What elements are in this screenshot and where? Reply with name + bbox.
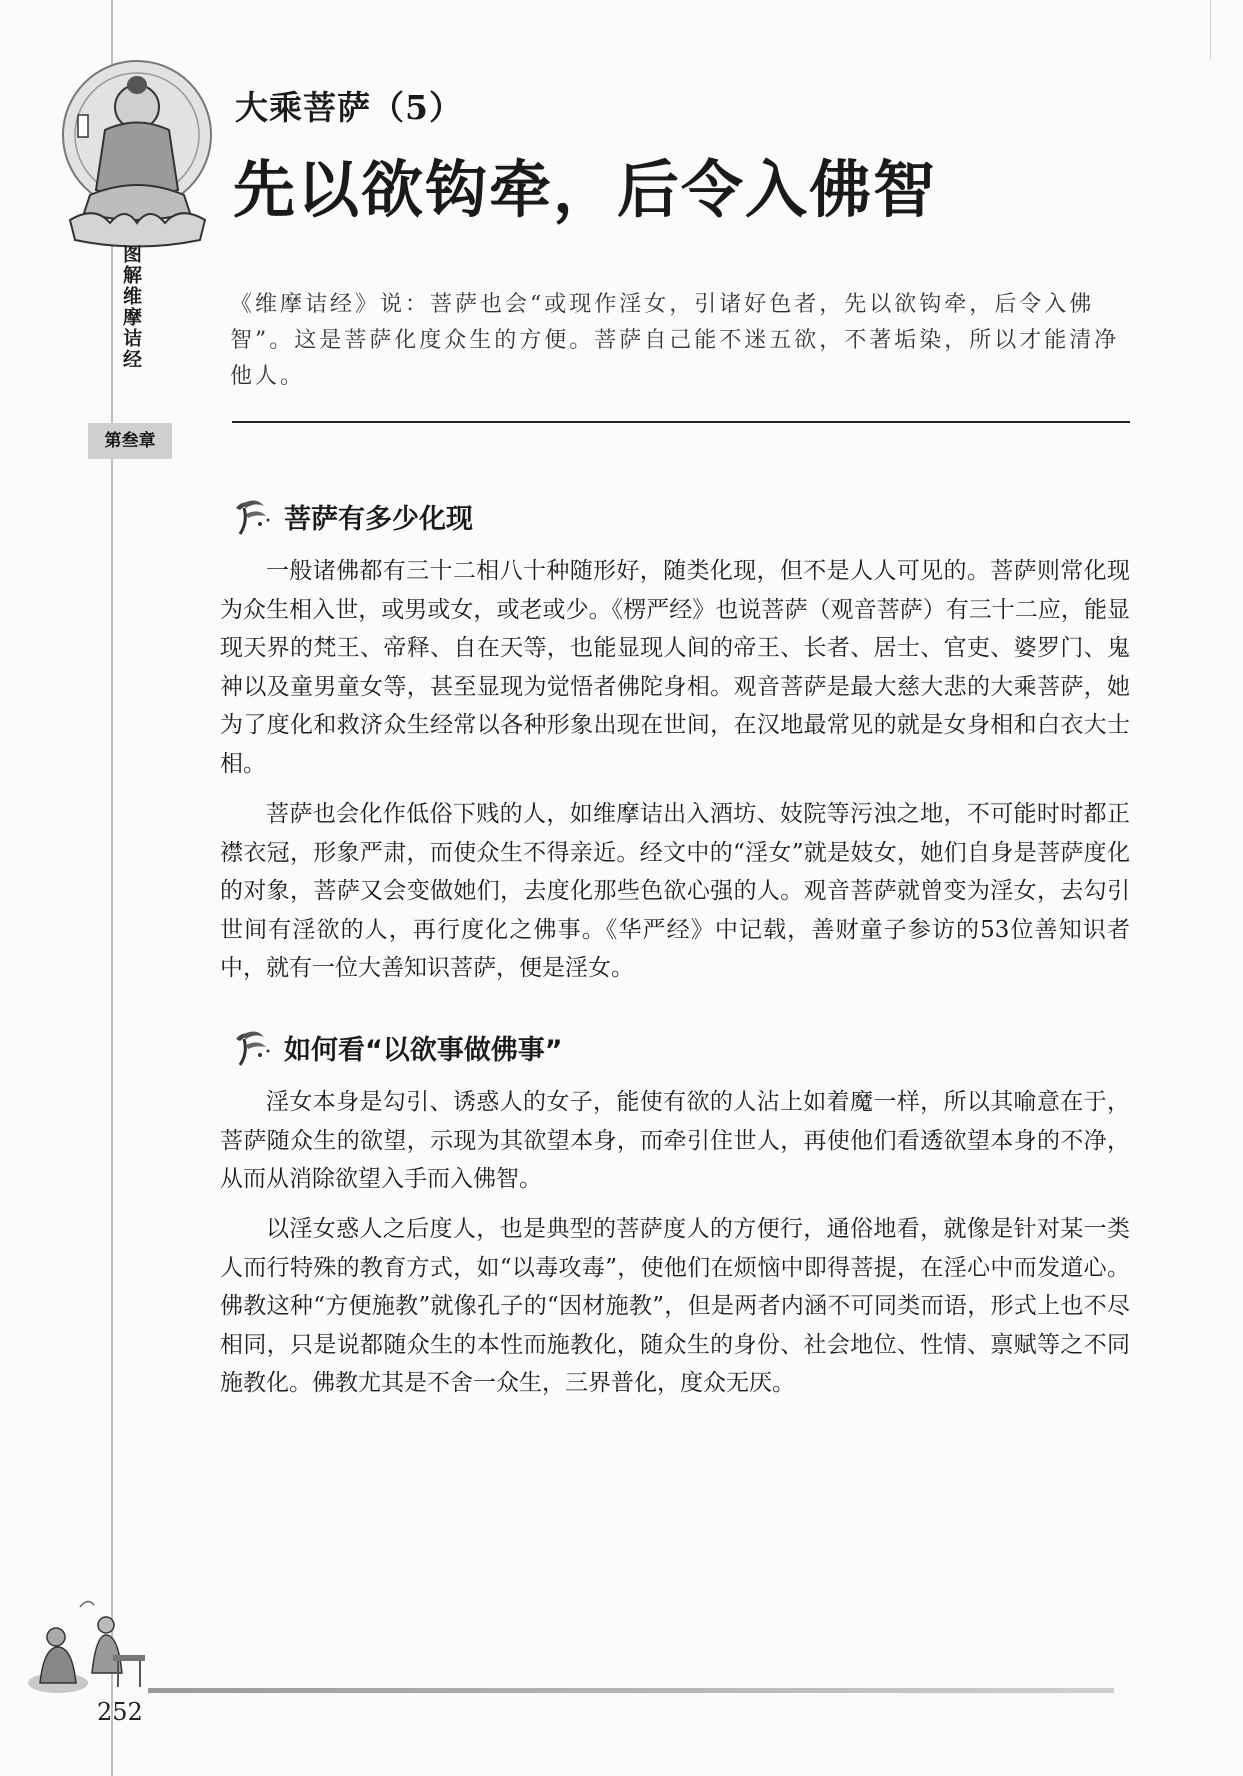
intro-paragraph: 《维摩诘经》说：菩萨也会“或现作淫女，引诸好色者，先以欲钩牵，后令入佛智”。这是菩萨化度众生的方便。菩萨自己能不迷五欲，不著垢染，所以才能清净他人。 xyxy=(230,292,1120,389)
section-heading-2 xyxy=(230,1025,563,1069)
pine-tree-icon xyxy=(230,1025,278,1069)
chapter-tab: 第叁章 xyxy=(88,423,172,459)
section-heading-text: 如何看“以欲事做佛事” xyxy=(284,1034,563,1066)
intro-divider xyxy=(232,421,1130,423)
paragraph: 以淫女惑人之后度人，也是典型的菩萨度人的方便行，通俗地看，就像是针对某一类人而行特殊的教育方式，如“以毒攻毒”，使他们在烦恼中即得菩提，在淫心中而发道心。佛教这种“方便施教”就像孔子的“因材施教”，但是两者内涵不可同类而语，形式上也不尽相同，只是说都随众生的本性而施教化，随众生的身份、社会地位、性情、禀赋等之不同施教化。佛教尤其是不舍一众生，三界普化，度众无厌。 xyxy=(220,1216,1130,1396)
page-title: 先以欲钩牵，后令入佛智 xyxy=(233,153,938,226)
page-edge-line xyxy=(1210,0,1211,60)
paragraph: 淫女本身是勾引、诱惑人的女子，能使有欲的人沾上如着魔一样，所以其喻意在于，菩萨随众生的欲望，示现为其欲望本身，而牵引住世人，再使他们看透欲望本身的不净，从而从消除欲望入手而入佛智。 xyxy=(220,1089,1130,1192)
paragraph: 一般诸佛都有三十二相八十种随形好，随类化现，但不是人人可见的。菩萨则常化现为众生相入世，或男或女，或老或少。《楞严经》也说菩萨（观音菩萨）有三十二应，能显现天界的梵王、帝释、自在天等，也能显现人间的帝王、长者、居士、官吏、婆罗门、鬼神以及童男童女等，甚至显现为觉悟者佛陀身相。观音菩萨是最大慈大悲的大乘菩萨，她为了度化和救济众生经常以各种形象出现在世间，在汉地最常见的就是女身相和白衣大士相。 xyxy=(220,558,1130,777)
buddha-emblem-icon xyxy=(50,55,225,255)
paragraph: 菩萨也会化作低俗下贱的人，如维摩诘出入酒坊、妓院等污浊之地，不可能时时都正襟衣冠，形象严肃，而使众生不得亲近。经文中的“淫女”就是妓女，她们自身是菩萨度化的对象，菩萨又会变做她们，去度化那些色欲心强的人。观音菩萨就曾变为淫女，去勾引世间有淫欲的人，再行度化之佛事。《华严经》中记载，善财童子参访的53位善知识者中，就有一位大善知识菩萨，便是淫女。 xyxy=(220,801,1130,981)
footer-divider xyxy=(148,1688,1114,1693)
page-number: 252 xyxy=(97,1698,143,1726)
book-title-vertical: 图解维摩诘经 xyxy=(120,244,142,370)
series-title: 大乘菩萨（5） xyxy=(235,88,463,127)
scholars-illustration-icon xyxy=(18,1595,148,1700)
section-heading-text: 菩萨有多少化现 xyxy=(284,503,473,535)
pine-tree-icon xyxy=(230,494,278,538)
section-heading-1 xyxy=(230,494,473,538)
